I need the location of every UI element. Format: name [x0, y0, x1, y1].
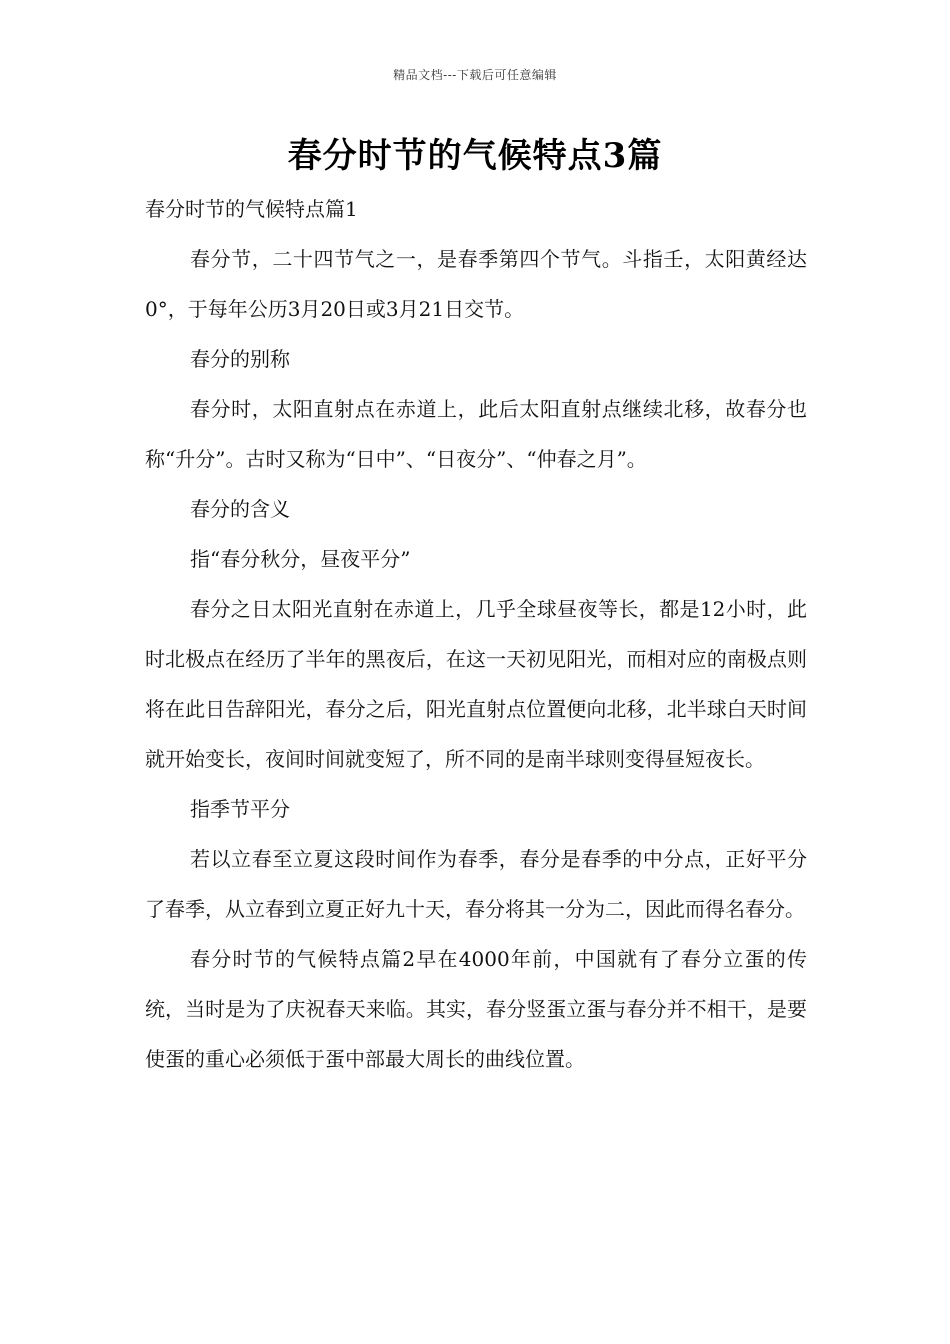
- subheading-day-night: 指“春分秋分，昼夜平分”: [190, 547, 411, 571]
- paragraph-day-night: 春分之日太阳光直射在赤道上，几乎全球昼夜等长，都是12小时，此时北极点在经历了半年的黑夜后，在这一天初见阳光，而相对应的南极点则将在此日告辞阳光，春分之后，阳光直射点位置便向北移，北半球白天时间就开始变长，夜间时间就变短了，所不同的是南半球则变得昼短夜长。: [145, 597, 807, 771]
- header-note: 精品文档---下载后可任意编辑: [393, 68, 557, 82]
- document-body: [145, 184, 807, 1084]
- document-title: 春分时节的气候特点3篇: [287, 136, 663, 176]
- paragraph-season: 若以立春至立夏这段时间作为春季，春分是春季的中分点，正好平分了春季，从立春到立夏正好九十天，春分将其一分为二，因此而得名春分。: [145, 847, 807, 921]
- paragraph-egg: 春分时节的气候特点篇2早在4000年前，中国就有了春分立蛋的传统，当时是为了庆祝春天来临。其实，春分竖蛋立蛋与春分并不相干，是要使蛋的重心必须低于蛋中部最大周长的曲线位置。: [145, 947, 807, 1071]
- paragraph-alias: 春分时，太阳直射点在赤道上，此后太阳直射点继续北移，故春分也称“升分”。古时又称为“日中”、“日夜分”、“仲春之月”。: [145, 397, 807, 471]
- subheading-season: 指季节平分: [190, 797, 290, 821]
- paragraph-intro: 春分节，二十四节气之一，是春季第四个节气。斗指壬，太阳黄经达0°，于每年公历3月20日或3月21日交节。: [145, 247, 807, 321]
- subheading-alias: 春分的别称: [190, 347, 290, 371]
- section-heading-1: 春分时节的气候特点篇1: [145, 197, 358, 221]
- subheading-meaning: 春分的含义: [190, 497, 290, 521]
